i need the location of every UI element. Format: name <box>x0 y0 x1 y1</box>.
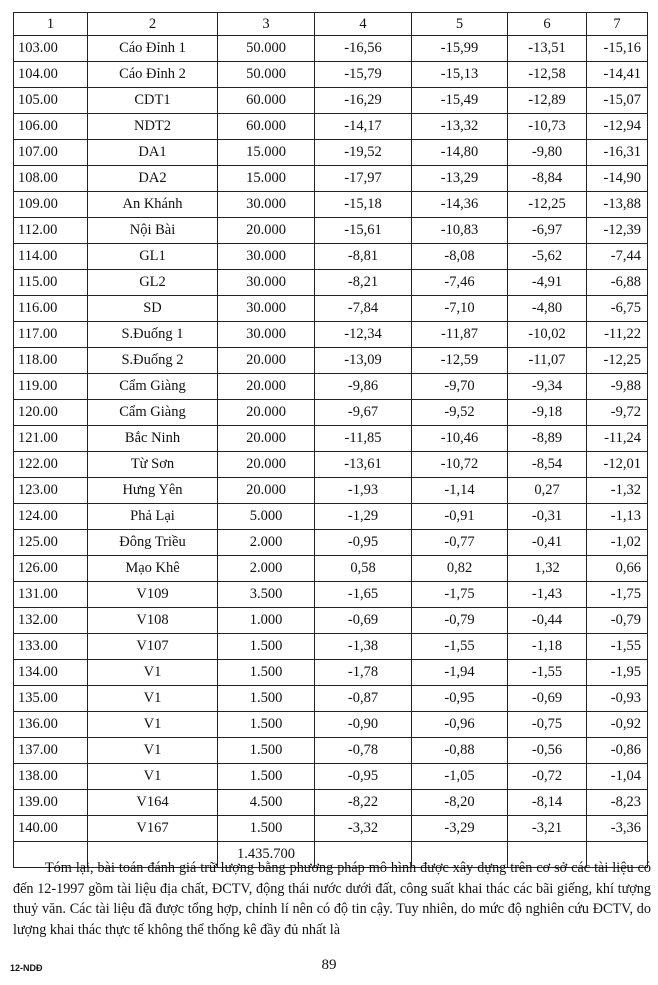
cell-station-id: 103.00 <box>14 36 88 62</box>
cell-station-id: 124.00 <box>14 504 88 530</box>
cell-station-id: 123.00 <box>14 478 88 504</box>
cell-value-col6: -11,07 <box>508 348 587 374</box>
cell-value-col7: -1,55 <box>587 634 648 660</box>
cell-station-id: 109.00 <box>14 192 88 218</box>
column-header: 5 <box>412 13 508 36</box>
cell-value-col5: -9,52 <box>412 400 508 426</box>
table-row <box>14 36 648 62</box>
column-header: 7 <box>587 13 648 36</box>
column-header: 1 <box>14 13 88 36</box>
column-header: 2 <box>88 13 218 36</box>
cell-value-col6: -0,41 <box>508 530 587 556</box>
cell-value-col5: -1,94 <box>412 660 508 686</box>
table-row <box>14 764 648 790</box>
cell-station-id: 122.00 <box>14 452 88 478</box>
cell-value-col4: -0,90 <box>315 712 412 738</box>
cell-capacity: 60.000 <box>218 88 315 114</box>
cell-value-col5: -0,79 <box>412 608 508 634</box>
cell-value-col6: -1,55 <box>508 660 587 686</box>
cell-capacity: 1.500 <box>218 660 315 686</box>
cell-value-col5: -14,80 <box>412 140 508 166</box>
cell-value-col7: -15,16 <box>587 36 648 62</box>
cell-value-col4: -1,78 <box>315 660 412 686</box>
cell-value-col5: -0,95 <box>412 686 508 712</box>
cell-capacity: 20.000 <box>218 400 315 426</box>
table-row <box>14 244 648 270</box>
cell-station-name: Bắc Ninh <box>88 426 218 452</box>
cell-capacity: 3.500 <box>218 582 315 608</box>
cell-value-col4: -11,85 <box>315 426 412 452</box>
cell-value-col6: -6,97 <box>508 218 587 244</box>
cell-value-col6: -8,54 <box>508 452 587 478</box>
cell-station-name: S.Đuống 1 <box>88 322 218 348</box>
table-row <box>14 296 648 322</box>
table-row <box>14 166 648 192</box>
table-row <box>14 790 648 816</box>
cell-value-col4: -15,61 <box>315 218 412 244</box>
cell-station-id: 118.00 <box>14 348 88 374</box>
table-row <box>14 218 648 244</box>
cell-value-col5: -1,14 <box>412 478 508 504</box>
cell-station-name: Cẩm Giàng <box>88 400 218 426</box>
table-row <box>14 192 648 218</box>
table-row <box>14 62 648 88</box>
cell-value-col4: -8,81 <box>315 244 412 270</box>
table-row <box>14 114 648 140</box>
cell-value-col6: -4,91 <box>508 270 587 296</box>
cell-value-col7: -12,94 <box>587 114 648 140</box>
cell-capacity: 20.000 <box>218 452 315 478</box>
cell-value-col6: 1,32 <box>508 556 587 582</box>
cell-station-id: 133.00 <box>14 634 88 660</box>
cell-value-col4: -12,34 <box>315 322 412 348</box>
cell-capacity: 1.500 <box>218 816 315 842</box>
cell-value-col6: -1,18 <box>508 634 587 660</box>
cell-value-col5: -0,77 <box>412 530 508 556</box>
cell-station-id: 140.00 <box>14 816 88 842</box>
cell-station-id: 132.00 <box>14 608 88 634</box>
cell-capacity: 30.000 <box>218 296 315 322</box>
cell-value-col6: -0,44 <box>508 608 587 634</box>
cell-value-col7: -11,24 <box>587 426 648 452</box>
cell-value-col7: 0,66 <box>587 556 648 582</box>
table-row <box>14 270 648 296</box>
cell-value-col7: -1,04 <box>587 764 648 790</box>
cell-capacity: 5.000 <box>218 504 315 530</box>
cell-station-name: Cáo Đỉnh 2 <box>88 62 218 88</box>
cell-value-col5: -15,49 <box>412 88 508 114</box>
cell-value-col5: -3,29 <box>412 816 508 842</box>
cell-value-col4: -0,95 <box>315 530 412 556</box>
page-number: 89 <box>321 957 337 973</box>
cell-value-col7: -12,39 <box>587 218 648 244</box>
table-row <box>14 738 648 764</box>
cell-value-col7: -1,32 <box>587 478 648 504</box>
cell-station-id: 121.00 <box>14 426 88 452</box>
cell-value-col7: -8,23 <box>587 790 648 816</box>
cell-station-id: 107.00 <box>14 140 88 166</box>
cell-value-col5: -15,13 <box>412 62 508 88</box>
cell-value-col4: -1,65 <box>315 582 412 608</box>
cell-value-col6: -13,51 <box>508 36 587 62</box>
cell-value-col6: -0,69 <box>508 686 587 712</box>
cell-value-col7: -9,72 <box>587 400 648 426</box>
cell-value-col5: 0,82 <box>412 556 508 582</box>
cell-value-col5: -0,88 <box>412 738 508 764</box>
table-row <box>14 88 648 114</box>
cell-value-col7: -0,92 <box>587 712 648 738</box>
cell-value-col6: -12,58 <box>508 62 587 88</box>
cell-station-id: 136.00 <box>14 712 88 738</box>
cell-station-id: 131.00 <box>14 582 88 608</box>
cell-value-col7: -6,88 <box>587 270 648 296</box>
cell-station-name: V164 <box>88 790 218 816</box>
cell-station-id: 139.00 <box>14 790 88 816</box>
table-row <box>14 504 648 530</box>
cell-station-name: V108 <box>88 608 218 634</box>
cell-value-col6: -12,89 <box>508 88 587 114</box>
cell-station-id: 106.00 <box>14 114 88 140</box>
cell-value-col5: -7,46 <box>412 270 508 296</box>
table-row <box>14 400 648 426</box>
cell-capacity: 20.000 <box>218 426 315 452</box>
cell-capacity: 20.000 <box>218 348 315 374</box>
data-table-container <box>13 12 647 868</box>
cell-value-col4: -0,87 <box>315 686 412 712</box>
cell-value-col7: -14,41 <box>587 62 648 88</box>
cell-value-col5: -10,83 <box>412 218 508 244</box>
cell-value-col5: -1,05 <box>412 764 508 790</box>
cell-station-id: 115.00 <box>14 270 88 296</box>
cell-station-name: An Khánh <box>88 192 218 218</box>
cell-station-name: Hưng Yên <box>88 478 218 504</box>
cell-capacity: 30.000 <box>218 244 315 270</box>
table-row <box>14 322 648 348</box>
cell-value-col6: -0,75 <box>508 712 587 738</box>
cell-capacity: 15.000 <box>218 140 315 166</box>
cell-station-name: V107 <box>88 634 218 660</box>
body-paragraph: Tóm lại, bài toán đánh giá trữ lượng bằng phương pháp mô hình được xây dựng trên cơ sở các tài liệu có đến 12-1997 gồm tài liệu địa chất, ĐCTV, động thái nước dưới đất, công suất khai thác các bãi giếng, khí tượng thuỷ văn. Các tài liệu đã được tổng hợp, chỉnh lí nên có độ tin cậy. Tuy nhiên, do mức độ nghiên cứu ĐCTV, do lượng khai thác thực tế không thể thống kê đầy đủ nhất là <box>13 860 651 938</box>
cell-station-id: 108.00 <box>14 166 88 192</box>
cell-value-col7: -16,31 <box>587 140 648 166</box>
cell-station-name: GL1 <box>88 244 218 270</box>
cell-value-col5: -13,29 <box>412 166 508 192</box>
cell-value-col7: -3,36 <box>587 816 648 842</box>
table-row <box>14 556 648 582</box>
cell-capacity: 50.000 <box>218 62 315 88</box>
footer-code: 12-NDĐ <box>10 963 43 973</box>
cell-station-name: V1 <box>88 738 218 764</box>
cell-capacity: 1.000 <box>218 608 315 634</box>
cell-station-id: 112.00 <box>14 218 88 244</box>
cell-value-col4: -8,22 <box>315 790 412 816</box>
data-table <box>13 12 648 868</box>
cell-value-col7: -9,88 <box>587 374 648 400</box>
cell-station-id: 104.00 <box>14 62 88 88</box>
cell-value-col6: -0,31 <box>508 504 587 530</box>
column-header: 4 <box>315 13 412 36</box>
cell-value-col4: -0,78 <box>315 738 412 764</box>
cell-value-col4: -1,38 <box>315 634 412 660</box>
cell-value-col4: -13,09 <box>315 348 412 374</box>
table-row <box>14 478 648 504</box>
cell-value-col7: -14,90 <box>587 166 648 192</box>
table-row <box>14 634 648 660</box>
table-header-row <box>14 13 648 36</box>
cell-value-col4: 0,58 <box>315 556 412 582</box>
cell-value-col6: -9,18 <box>508 400 587 426</box>
cell-station-name: DA1 <box>88 140 218 166</box>
cell-capacity: 30.000 <box>218 322 315 348</box>
cell-station-name: Phả Lại <box>88 504 218 530</box>
cell-value-col6: -10,73 <box>508 114 587 140</box>
cell-capacity: 30.000 <box>218 192 315 218</box>
table-row <box>14 452 648 478</box>
column-header: 3 <box>218 13 315 36</box>
cell-value-col7: -1,13 <box>587 504 648 530</box>
cell-value-col4: -15,18 <box>315 192 412 218</box>
cell-value-col6: -4,80 <box>508 296 587 322</box>
cell-value-col4: -0,69 <box>315 608 412 634</box>
table-row <box>14 712 648 738</box>
cell-value-col7: -1,75 <box>587 582 648 608</box>
cell-station-name: Nội Bài <box>88 218 218 244</box>
cell-value-col6: -9,80 <box>508 140 587 166</box>
cell-value-col7: -0,93 <box>587 686 648 712</box>
cell-station-id: 135.00 <box>14 686 88 712</box>
cell-value-col5: -15,99 <box>412 36 508 62</box>
cell-station-id: 117.00 <box>14 322 88 348</box>
cell-station-name: CDT1 <box>88 88 218 114</box>
cell-value-col6: -0,72 <box>508 764 587 790</box>
table-row <box>14 686 648 712</box>
cell-capacity: 1.500 <box>218 738 315 764</box>
cell-value-col5: -9,70 <box>412 374 508 400</box>
cell-value-col7: -1,02 <box>587 530 648 556</box>
cell-value-col6: -5,62 <box>508 244 587 270</box>
cell-value-col6: -0,56 <box>508 738 587 764</box>
cell-station-id: 137.00 <box>14 738 88 764</box>
cell-value-col6: 0,27 <box>508 478 587 504</box>
table-row <box>14 816 648 842</box>
cell-value-col4: -7,84 <box>315 296 412 322</box>
cell-value-col4: -16,29 <box>315 88 412 114</box>
cell-value-col5: -14,36 <box>412 192 508 218</box>
cell-station-name: V1 <box>88 686 218 712</box>
cell-capacity: 60.000 <box>218 114 315 140</box>
cell-capacity: 2.000 <box>218 556 315 582</box>
cell-station-name: SD <box>88 296 218 322</box>
cell-value-col6: -12,25 <box>508 192 587 218</box>
cell-capacity: 15.000 <box>218 166 315 192</box>
table-row <box>14 140 648 166</box>
cell-value-col6: -3,21 <box>508 816 587 842</box>
cell-capacity: 1.500 <box>218 634 315 660</box>
cell-value-col5: -0,91 <box>412 504 508 530</box>
cell-capacity: 30.000 <box>218 270 315 296</box>
cell-value-col5: -1,75 <box>412 582 508 608</box>
cell-value-col7: -12,25 <box>587 348 648 374</box>
cell-station-name: Đông Triều <box>88 530 218 556</box>
cell-value-col5: -10,72 <box>412 452 508 478</box>
table-row <box>14 608 648 634</box>
table-body <box>14 36 648 868</box>
cell-station-id: 114.00 <box>14 244 88 270</box>
cell-value-col4: -9,86 <box>315 374 412 400</box>
cell-station-id: 105.00 <box>14 88 88 114</box>
cell-station-name: V1 <box>88 764 218 790</box>
cell-capacity: 20.000 <box>218 478 315 504</box>
cell-value-col7: -7,44 <box>587 244 648 270</box>
cell-value-col4: -1,93 <box>315 478 412 504</box>
cell-value-col4: -17,97 <box>315 166 412 192</box>
cell-value-col7: -0,79 <box>587 608 648 634</box>
cell-value-col5: -13,32 <box>412 114 508 140</box>
cell-station-name: S.Đuống 2 <box>88 348 218 374</box>
cell-value-col5: -11,87 <box>412 322 508 348</box>
cell-value-col5: -8,20 <box>412 790 508 816</box>
cell-station-name: V109 <box>88 582 218 608</box>
cell-capacity: 4.500 <box>218 790 315 816</box>
cell-value-col6: -8,14 <box>508 790 587 816</box>
cell-capacity: 20.000 <box>218 218 315 244</box>
cell-value-col5: -1,55 <box>412 634 508 660</box>
cell-capacity: 2.000 <box>218 530 315 556</box>
cell-value-col7: -15,07 <box>587 88 648 114</box>
cell-station-name: Từ Sơn <box>88 452 218 478</box>
cell-value-col4: -3,32 <box>315 816 412 842</box>
cell-station-name: DA2 <box>88 166 218 192</box>
cell-value-col4: -13,61 <box>315 452 412 478</box>
cell-capacity: 1.435.700 <box>218 842 315 868</box>
cell-value-col5: -7,10 <box>412 296 508 322</box>
cell-value-col7: -12,01 <box>587 452 648 478</box>
cell-station-id: 125.00 <box>14 530 88 556</box>
cell-value-col4: -0,95 <box>315 764 412 790</box>
cell-value-col4: -14,17 <box>315 114 412 140</box>
cell-value-col4: -19,52 <box>315 140 412 166</box>
table-row <box>14 530 648 556</box>
cell-station-name: GL2 <box>88 270 218 296</box>
cell-value-col6: -1,43 <box>508 582 587 608</box>
cell-value-col4: -9,67 <box>315 400 412 426</box>
cell-value-col5: -10,46 <box>412 426 508 452</box>
cell-value-col6: -8,89 <box>508 426 587 452</box>
cell-capacity: 20.000 <box>218 374 315 400</box>
table-row <box>14 426 648 452</box>
cell-station-id: 119.00 <box>14 374 88 400</box>
cell-value-col5: -12,59 <box>412 348 508 374</box>
table-row <box>14 348 648 374</box>
cell-value-col4: -15,79 <box>315 62 412 88</box>
cell-capacity: 1.500 <box>218 712 315 738</box>
cell-station-name: V1 <box>88 660 218 686</box>
cell-value-col6: -10,02 <box>508 322 587 348</box>
cell-value-col7: -1,95 <box>587 660 648 686</box>
cell-capacity: 1.500 <box>218 764 315 790</box>
cell-value-col7: -11,22 <box>587 322 648 348</box>
cell-station-id: 138.00 <box>14 764 88 790</box>
table-row <box>14 660 648 686</box>
cell-value-col6: -8,84 <box>508 166 587 192</box>
cell-value-col7: -13,88 <box>587 192 648 218</box>
cell-value-col5: -8,08 <box>412 244 508 270</box>
cell-capacity: 50.000 <box>218 36 315 62</box>
column-header: 6 <box>508 13 587 36</box>
table-row <box>14 582 648 608</box>
cell-station-id: 120.00 <box>14 400 88 426</box>
cell-station-id: 116.00 <box>14 296 88 322</box>
cell-capacity: 1.500 <box>218 686 315 712</box>
cell-value-col7: -0,86 <box>587 738 648 764</box>
cell-value-col6: -9,34 <box>508 374 587 400</box>
cell-station-name: NDT2 <box>88 114 218 140</box>
cell-value-col4: -8,21 <box>315 270 412 296</box>
cell-value-col5: -0,96 <box>412 712 508 738</box>
cell-station-name: V167 <box>88 816 218 842</box>
cell-value-col4: -1,29 <box>315 504 412 530</box>
cell-station-name: Mạo Khê <box>88 556 218 582</box>
cell-value-col7: -6,75 <box>587 296 648 322</box>
cell-value-col4: -16,56 <box>315 36 412 62</box>
table-row <box>14 374 648 400</box>
cell-station-name: Cẩm Giàng <box>88 374 218 400</box>
cell-station-name: V1 <box>88 712 218 738</box>
cell-station-id: 134.00 <box>14 660 88 686</box>
cell-station-id: 126.00 <box>14 556 88 582</box>
cell-station-name: Cáo Đỉnh 1 <box>88 36 218 62</box>
